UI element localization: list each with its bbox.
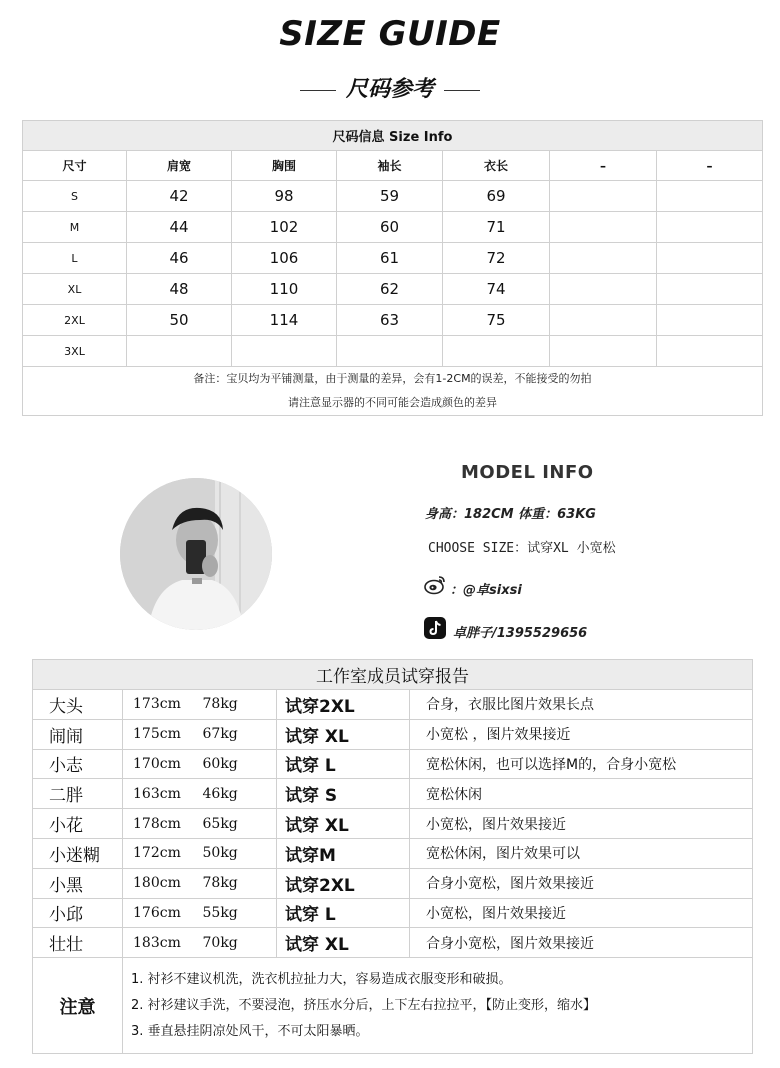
member-weight: 46kg <box>193 779 277 809</box>
value-cell: 106 <box>232 243 337 274</box>
size-note-line2: 请注意显示器的不同可能会造成颜色的差异 <box>288 396 497 409</box>
table-row <box>33 809 753 839</box>
model-photo <box>120 478 272 630</box>
member-height: 183cm <box>123 928 193 958</box>
table-row <box>23 336 763 367</box>
size-cell: M <box>23 212 127 243</box>
value-cell: 46 <box>127 243 232 274</box>
model-stats: 身高：182CM 体重：63KG <box>425 507 596 522</box>
tried-size: 试穿 S <box>277 779 410 809</box>
header-cell: 肩宽 <box>127 151 232 181</box>
member-name: 小志 <box>33 749 123 779</box>
value-cell: 50 <box>127 305 232 336</box>
value-cell: 75 <box>443 305 550 336</box>
value-cell <box>550 243 657 274</box>
divider-left <box>300 90 336 91</box>
member-name: 壮壮 <box>33 928 123 958</box>
page-title: SIZE GUIDE <box>279 14 501 54</box>
value-cell: 44 <box>127 212 232 243</box>
value-cell: 61 <box>337 243 443 274</box>
header-cell: 衣长 <box>443 151 550 181</box>
fit-comment: 小宽松，图片效果接近 <box>410 809 753 839</box>
tried-size: 试穿 L <box>277 749 410 779</box>
member-height: 163cm <box>123 779 193 809</box>
weibo-icon <box>424 574 446 596</box>
table-row <box>33 749 753 779</box>
table-row <box>33 868 753 898</box>
value-cell <box>550 181 657 212</box>
size-cell: 3XL <box>23 336 127 367</box>
member-height: 178cm <box>123 809 193 839</box>
fit-comment: 小宽松 ，图片效果接近 <box>410 719 753 749</box>
member-weight: 55kg <box>193 898 277 928</box>
member-height: 173cm <box>123 690 193 720</box>
fit-comment: 宽松休闲，图片效果可以 <box>410 838 753 868</box>
tried-size: 试穿 XL <box>277 719 410 749</box>
care-notes-row <box>33 958 753 1054</box>
member-name: 小邱 <box>33 898 123 928</box>
douyin-icon <box>424 617 446 639</box>
page-subtitle <box>0 72 780 103</box>
size-cell: S <box>23 181 127 212</box>
weibo-handle: ：@卓sixsi <box>450 583 522 598</box>
douyin-handle: 卓胖子/1395529656 <box>453 626 588 641</box>
tried-size: 试穿M <box>277 838 410 868</box>
member-name: 二胖 <box>33 779 123 809</box>
care-notes <box>123 958 753 1054</box>
value-cell <box>232 336 337 367</box>
fit-comment: 小宽松，图片效果接近 <box>410 898 753 928</box>
tried-size: 试穿2XL <box>277 690 410 720</box>
size-table-header-row <box>23 151 763 181</box>
value-cell: 62 <box>337 274 443 305</box>
table-row <box>33 690 753 720</box>
model-avatar <box>120 478 272 630</box>
value-cell: 69 <box>443 181 550 212</box>
model-choose-size: CHOOSE SIZE：试穿XL 小宽松 <box>428 541 616 556</box>
tried-size: 试穿 L <box>277 898 410 928</box>
member-weight: 67kg <box>193 719 277 749</box>
tried-size: 试穿 XL <box>277 928 410 958</box>
tried-size: 试穿 XL <box>277 809 410 839</box>
table-row <box>33 838 753 868</box>
value-cell: 114 <box>232 305 337 336</box>
value-cell: 48 <box>127 274 232 305</box>
table-row <box>33 779 753 809</box>
fit-comment: 宽松休闲 <box>410 779 753 809</box>
header-cell: 袖长 <box>337 151 443 181</box>
fit-comment: 宽松休闲，也可以选择M的，合身小宽松 <box>410 749 753 779</box>
member-weight: 70kg <box>193 928 277 958</box>
subtitle-text: 尺码参考 <box>345 77 434 102</box>
model-info-title: MODEL INFO <box>461 462 594 483</box>
fit-comment: 合身小宽松，图片效果接近 <box>410 868 753 898</box>
size-table <box>22 120 763 416</box>
value-cell <box>657 181 763 212</box>
value-cell: 71 <box>443 212 550 243</box>
member-height: 172cm <box>123 838 193 868</box>
member-height: 180cm <box>123 868 193 898</box>
value-cell <box>657 274 763 305</box>
table-row <box>33 719 753 749</box>
care-note-3: 3. 垂直悬挂阴凉处风干，不可太阳暴晒。 <box>131 1023 369 1039</box>
value-cell <box>657 212 763 243</box>
size-note-row <box>23 367 763 416</box>
table-row <box>23 243 763 274</box>
size-cell: 2XL <box>23 305 127 336</box>
care-note-1: 1. 衬衫不建议机洗，洗衣机拉扯力大，容易造成衣服变形和破损。 <box>131 971 512 987</box>
value-cell <box>550 336 657 367</box>
divider-right <box>444 90 480 91</box>
member-weight: 65kg <box>193 809 277 839</box>
header-cell: – <box>550 151 657 181</box>
size-note-line1: 备注：宝贝均为平铺测量，由于测量的差异，会有1-2CM的误差，不能接受的勿拍 <box>193 372 592 385</box>
member-name: 闹闹 <box>33 719 123 749</box>
fit-comment: 合身小宽松，图片效果接近 <box>410 928 753 958</box>
value-cell: 74 <box>443 274 550 305</box>
table-row <box>23 274 763 305</box>
value-cell <box>337 336 443 367</box>
value-cell: 59 <box>337 181 443 212</box>
value-cell: 102 <box>232 212 337 243</box>
care-note-2: 2. 衬衫建议手洗，不要浸泡，挤压水分后，上下左右拉拉平，【防止变形，缩水】 <box>131 997 597 1013</box>
member-name: 大头 <box>33 690 123 720</box>
size-cell: L <box>23 243 127 274</box>
member-height: 175cm <box>123 719 193 749</box>
table-row <box>33 898 753 928</box>
member-name: 小花 <box>33 809 123 839</box>
value-cell: 42 <box>127 181 232 212</box>
header-cell: 尺寸 <box>23 151 127 181</box>
value-cell <box>657 305 763 336</box>
value-cell <box>657 336 763 367</box>
value-cell <box>550 274 657 305</box>
value-cell: 63 <box>337 305 443 336</box>
fit-comment: 合身，衣服比图片效果长点 <box>410 690 753 720</box>
value-cell <box>550 212 657 243</box>
value-cell <box>657 243 763 274</box>
report-caption: 工作室成员试穿报告 <box>33 660 753 690</box>
value-cell <box>443 336 550 367</box>
size-table-caption: 尺码信息 Size Info <box>23 121 763 151</box>
table-row <box>23 212 763 243</box>
size-note <box>23 367 763 416</box>
member-name: 小黑 <box>33 868 123 898</box>
member-height: 170cm <box>123 749 193 779</box>
table-row <box>23 305 763 336</box>
table-row <box>33 928 753 958</box>
value-cell <box>127 336 232 367</box>
member-weight: 50kg <box>193 838 277 868</box>
member-weight: 78kg <box>193 690 277 720</box>
member-name: 小迷糊 <box>33 838 123 868</box>
value-cell: 72 <box>443 243 550 274</box>
header-cell: – <box>657 151 763 181</box>
fitting-report-table <box>32 659 753 1054</box>
care-notes-label: 注意 <box>33 958 123 1054</box>
member-weight: 60kg <box>193 749 277 779</box>
member-height: 176cm <box>123 898 193 928</box>
member-weight: 78kg <box>193 868 277 898</box>
value-cell: 98 <box>232 181 337 212</box>
size-cell: XL <box>23 274 127 305</box>
value-cell: 60 <box>337 212 443 243</box>
tried-size: 试穿2XL <box>277 868 410 898</box>
table-row <box>23 181 763 212</box>
value-cell <box>550 305 657 336</box>
value-cell: 110 <box>232 274 337 305</box>
header-cell: 胸围 <box>232 151 337 181</box>
